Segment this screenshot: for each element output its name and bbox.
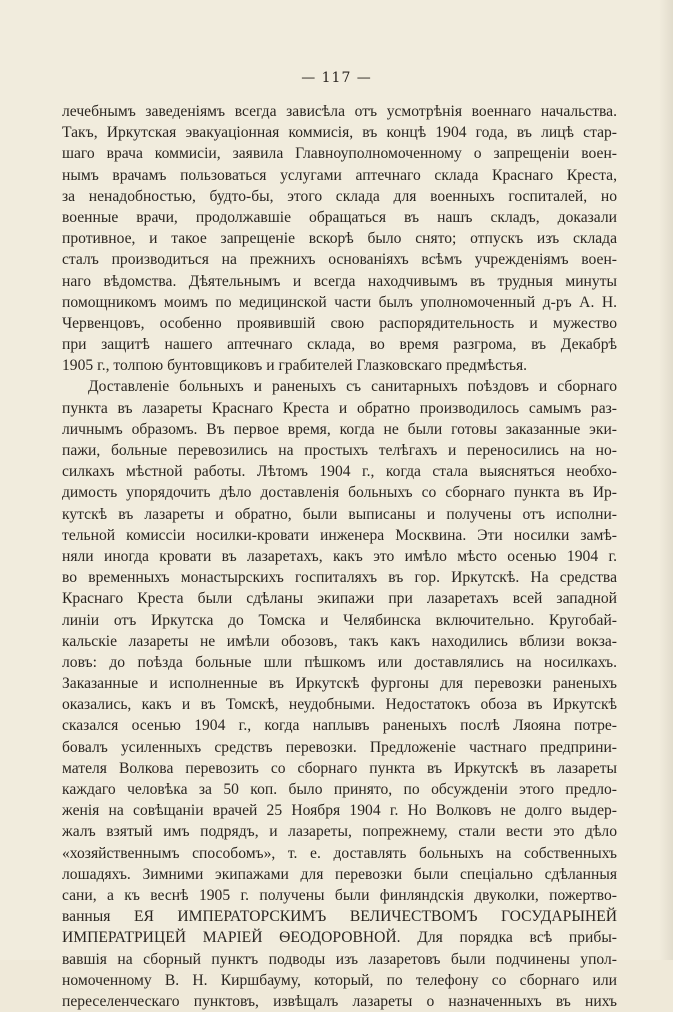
text-line: сказался осенью 1904 г., когда наплывъ раненыхъ послѣ Ляояна потре- xyxy=(62,717,617,735)
text-line: пункта въ лазареты Краснаго Креста и обратно производилось самымъ раз- xyxy=(62,399,617,417)
text-line: димость упорядочить дѣло доставленія больныхъ со сборнаго пункта въ Ир- xyxy=(62,484,617,502)
text-line: силкахъ мѣстной работы. Лѣтомъ 1904 г., когда стала выясняться необхо- xyxy=(62,463,617,481)
text-line: при защитѣ нашего аптечнаго склада, во время разгрома, въ Декабрѣ xyxy=(62,336,617,354)
text-line: бовалъ усиленныхъ средствъ перевозки. Предложеніе частнаго предприни- xyxy=(62,738,617,756)
text-line: сани, а къ веснѣ 1905 г. получены были финляндскія двуколки, пожертво- xyxy=(62,886,617,904)
text-line: ИМПЕРАТРИЦЕЙ МАРІЕЙ ѲЕОДОРОВНОЙ. Для порядка всѣ прибы- xyxy=(62,929,617,947)
text-line: няли иногда кровати въ лазаретахъ, какъ это имѣло мѣсто осенью 1904 г. xyxy=(62,547,617,565)
text-line: номоченному В. Н. Киршбауму, который, по телефону со сборнаго или xyxy=(62,971,617,989)
text-line: Такъ, Иркутская эвакуаціонная коммисія, въ концѣ 1904 года, въ лицѣ стар- xyxy=(62,124,617,142)
body-text xyxy=(62,101,617,1012)
text-line: вавшія на сборный пунктъ подводы изъ лазаретовъ были подчинены упол- xyxy=(62,950,617,968)
paragraph-start-line: Доставленіе больныхъ и раненыхъ съ санитарныхъ поѣздовъ и сборнаго xyxy=(88,378,617,396)
text-line: за ненадобностью, будто-бы, этого склада для военныхъ госпиталей, но xyxy=(62,187,617,205)
text-line: ловъ: до поѣзда больные шли пѣшкомъ или доставлялись на носилкахъ. xyxy=(62,653,617,671)
text-line: женія на совѣщаніи врачей 25 Ноября 1904 г. Но Волковъ не долго выдер- xyxy=(62,802,617,820)
text-line: лечебнымъ заведеніямъ всегда зависѣла отъ усмотрѣнія военнаго начальства. xyxy=(62,103,617,120)
text-line: 1905 г., толпою бунтовщиковъ и грабителей Глазковскаго предмѣстья. xyxy=(62,357,528,375)
text-line: Заказанные и исполненные въ Иркутскѣ фургоны для перевозки раненыхъ xyxy=(62,675,617,693)
text-line: шаго врача коммисіи, заявила Главноуполномоченному о запрещеніи воен- xyxy=(62,145,617,163)
text-line: нымъ врачамъ пользоваться услугами аптечнаго склада Краснаго Креста, xyxy=(62,166,617,184)
text-line: военные врачи, продолжавшіе обращаться въ нашъ складъ, доказали xyxy=(62,208,617,226)
text-line: сталъ производиться на прежнихъ основаніяхъ всѣмъ учрежденіямъ воен- xyxy=(62,251,617,269)
text-line: Краснаго Креста были сдѣланы экипажи при лазаретахъ всей западной xyxy=(62,590,617,608)
text-line: наго вѣдомства. Дѣятельнымъ и всегда находчивымъ въ трудныя минуты xyxy=(62,272,617,290)
text-line: противное, и такое запрещеніе вскорѣ было снято; отпускъ изъ склада xyxy=(62,230,617,248)
page-number: — 117 — xyxy=(301,70,372,86)
text-line: каждаго человѣка за 50 коп. было принято, по обсужденіи этого предло- xyxy=(62,781,617,798)
text-line: тельной комиссіи носилки-кровати инженера Москвина. Эти носилки замѣ- xyxy=(62,526,617,544)
text-line: Червенцовъ, особенно проявившій свою распорядительность и мужество xyxy=(62,314,617,332)
text-line: переселенческаго пунктовъ, извѣщалъ лазареты о назначенныхъ въ нихъ xyxy=(62,992,617,1010)
text-line: лошадяхъ. Зимними экипажами для перевозки были спеціально сдѣланныя xyxy=(62,865,617,883)
text-line: «хозяйственнымъ способомъ», т. е. доставлять больныхъ на собственныхъ xyxy=(62,844,617,862)
page-edge-shadow xyxy=(659,0,673,960)
text-line: линіи отъ Иркутска до Томска и Челябинска включительно. Кругобай- xyxy=(62,611,617,629)
text-line: мателя Волкова перевозить со сборнаго пункта въ Иркутскѣ въ лазареты xyxy=(62,759,617,777)
text-line: ванныя ЕЯ ИМПЕРАТОРСКИМЪ ВЕЛИЧЕСТВОМЪ ГОСУДАРЫНЕЙ xyxy=(62,908,617,926)
text-line: жалъ взятый имъ подрядъ, и лазареты, попрежнему, стали вести это дѣло xyxy=(62,823,617,841)
text-line: пажи, больные перевозились на простыхъ телѣгахъ и переносились на но- xyxy=(62,442,617,459)
text-line: кутскѣ въ лазареты и обратно, были выписаны и получены отъ исполни- xyxy=(62,505,617,523)
text-line: кальскіе лазареты не имѣли обозовъ, такъ какъ находились вблизи вокза- xyxy=(62,632,617,650)
text-line: во временныхъ монастырскихъ госпиталяхъ въ гор. Иркутскѣ. На средства xyxy=(62,569,617,587)
text-line: оказались, какъ и въ Томскѣ, неудобными. Недостатокъ обоза въ Иркутскѣ xyxy=(62,696,617,714)
text-line: помощникомъ моимъ по медицинской части былъ уполномоченный д-ръ А. Н. xyxy=(62,293,617,311)
text-line: личнымъ образомъ. Въ первое время, когда не были готовы заказанные эки- xyxy=(62,420,617,438)
